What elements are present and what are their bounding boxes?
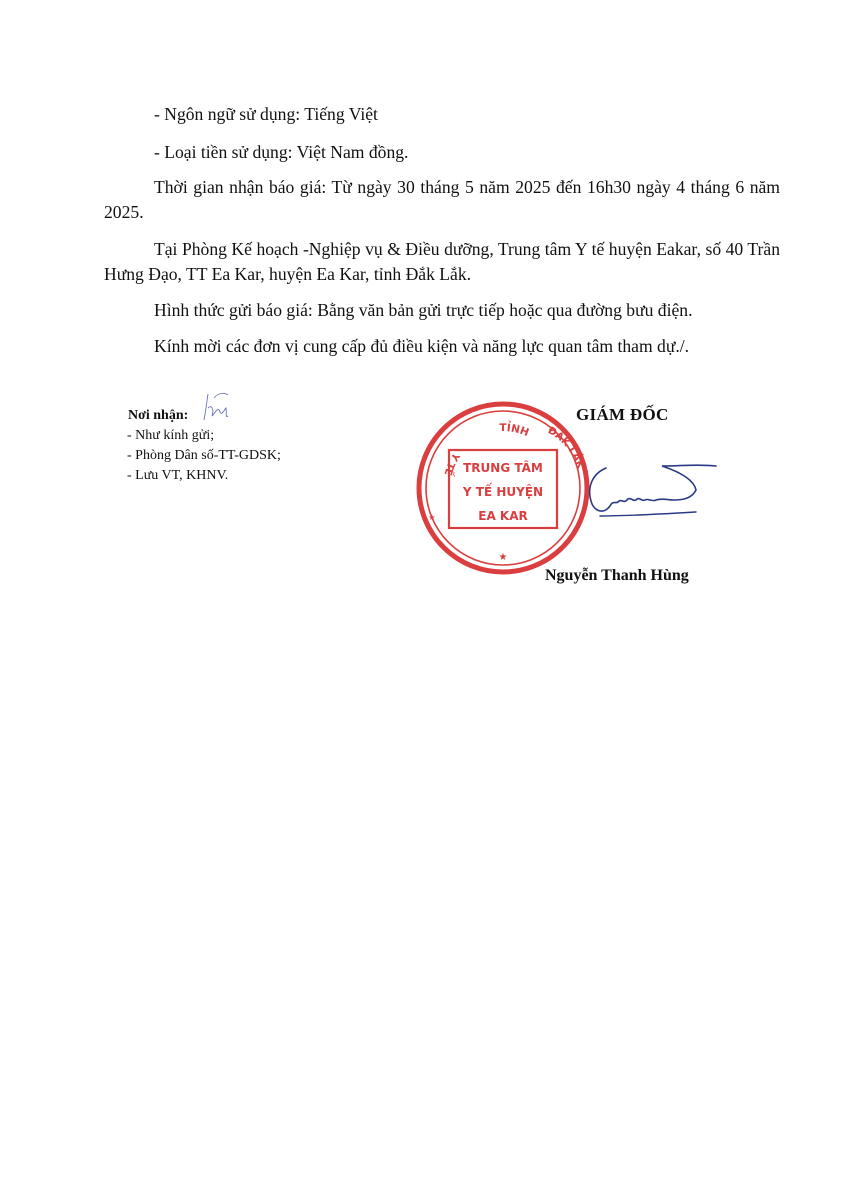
handwritten-initials — [200, 390, 232, 424]
recipients-heading: Nơi nhận: — [128, 408, 189, 423]
seal-center-line-2: Y TẾ HUYỆN — [462, 485, 544, 499]
quote-time-paragraph: Thời gian nhận báo giá: Từ ngày 30 tháng 5 năm 2025 đến 16h30 ngày 4 tháng 6 năm 2025. — [104, 177, 780, 222]
seal-center-line-1: TRUNG TÂM — [463, 461, 543, 475]
svg-text:Y TẾ — [442, 450, 462, 478]
invitation-paragraph: Kính mời các đơn vị cung cấp đủ điều kiện và năng lực quan tâm tham dự./. — [154, 336, 690, 356]
recipient-line: - Lưu VT, KHNV. — [127, 468, 229, 483]
submission-method-paragraph: Hình thức gửi báo giá: Bằng văn bản gửi trực tiếp hoặc qua đường bưu điện. — [154, 300, 693, 320]
recipient-line: - Phòng Dân số-TT-GDSK; — [127, 448, 281, 463]
seal-ring-top: TỈNH — [499, 422, 531, 440]
svg-text:★: ★ — [428, 513, 436, 522]
handwritten-signature — [570, 460, 720, 535]
svg-text:TỈNH — [499, 420, 530, 439]
seal-ring-left: Y TẾ — [441, 450, 462, 477]
signer-name: Nguyễn Thanh Hùng — [545, 567, 689, 584]
svg-text:★: ★ — [498, 552, 508, 563]
currency-line: - Loại tiền sử dụng: Việt Nam đồng. — [154, 142, 409, 162]
seal-ring-right: ĐẮK LẮK — [545, 425, 586, 471]
official-seal — [416, 400, 590, 576]
language-line: - Ngôn ngữ sử dụng: Tiếng Việt — [154, 104, 378, 124]
director-title: GIÁM ĐỐC — [576, 405, 669, 424]
recipient-line: - Như kính gửi; — [127, 428, 215, 443]
location-paragraph: Tại Phòng Kế hoạch -Nghiệp vụ & Điều dưỡng, Trung tâm Y tế huyện Eakar, số 40 Trần Hưng Đạo, TT Ea Kar, huyện Ea Kar, tỉnh Đắk Lắk. — [104, 239, 780, 284]
seal-center-line-3: EA KAR — [478, 509, 528, 523]
